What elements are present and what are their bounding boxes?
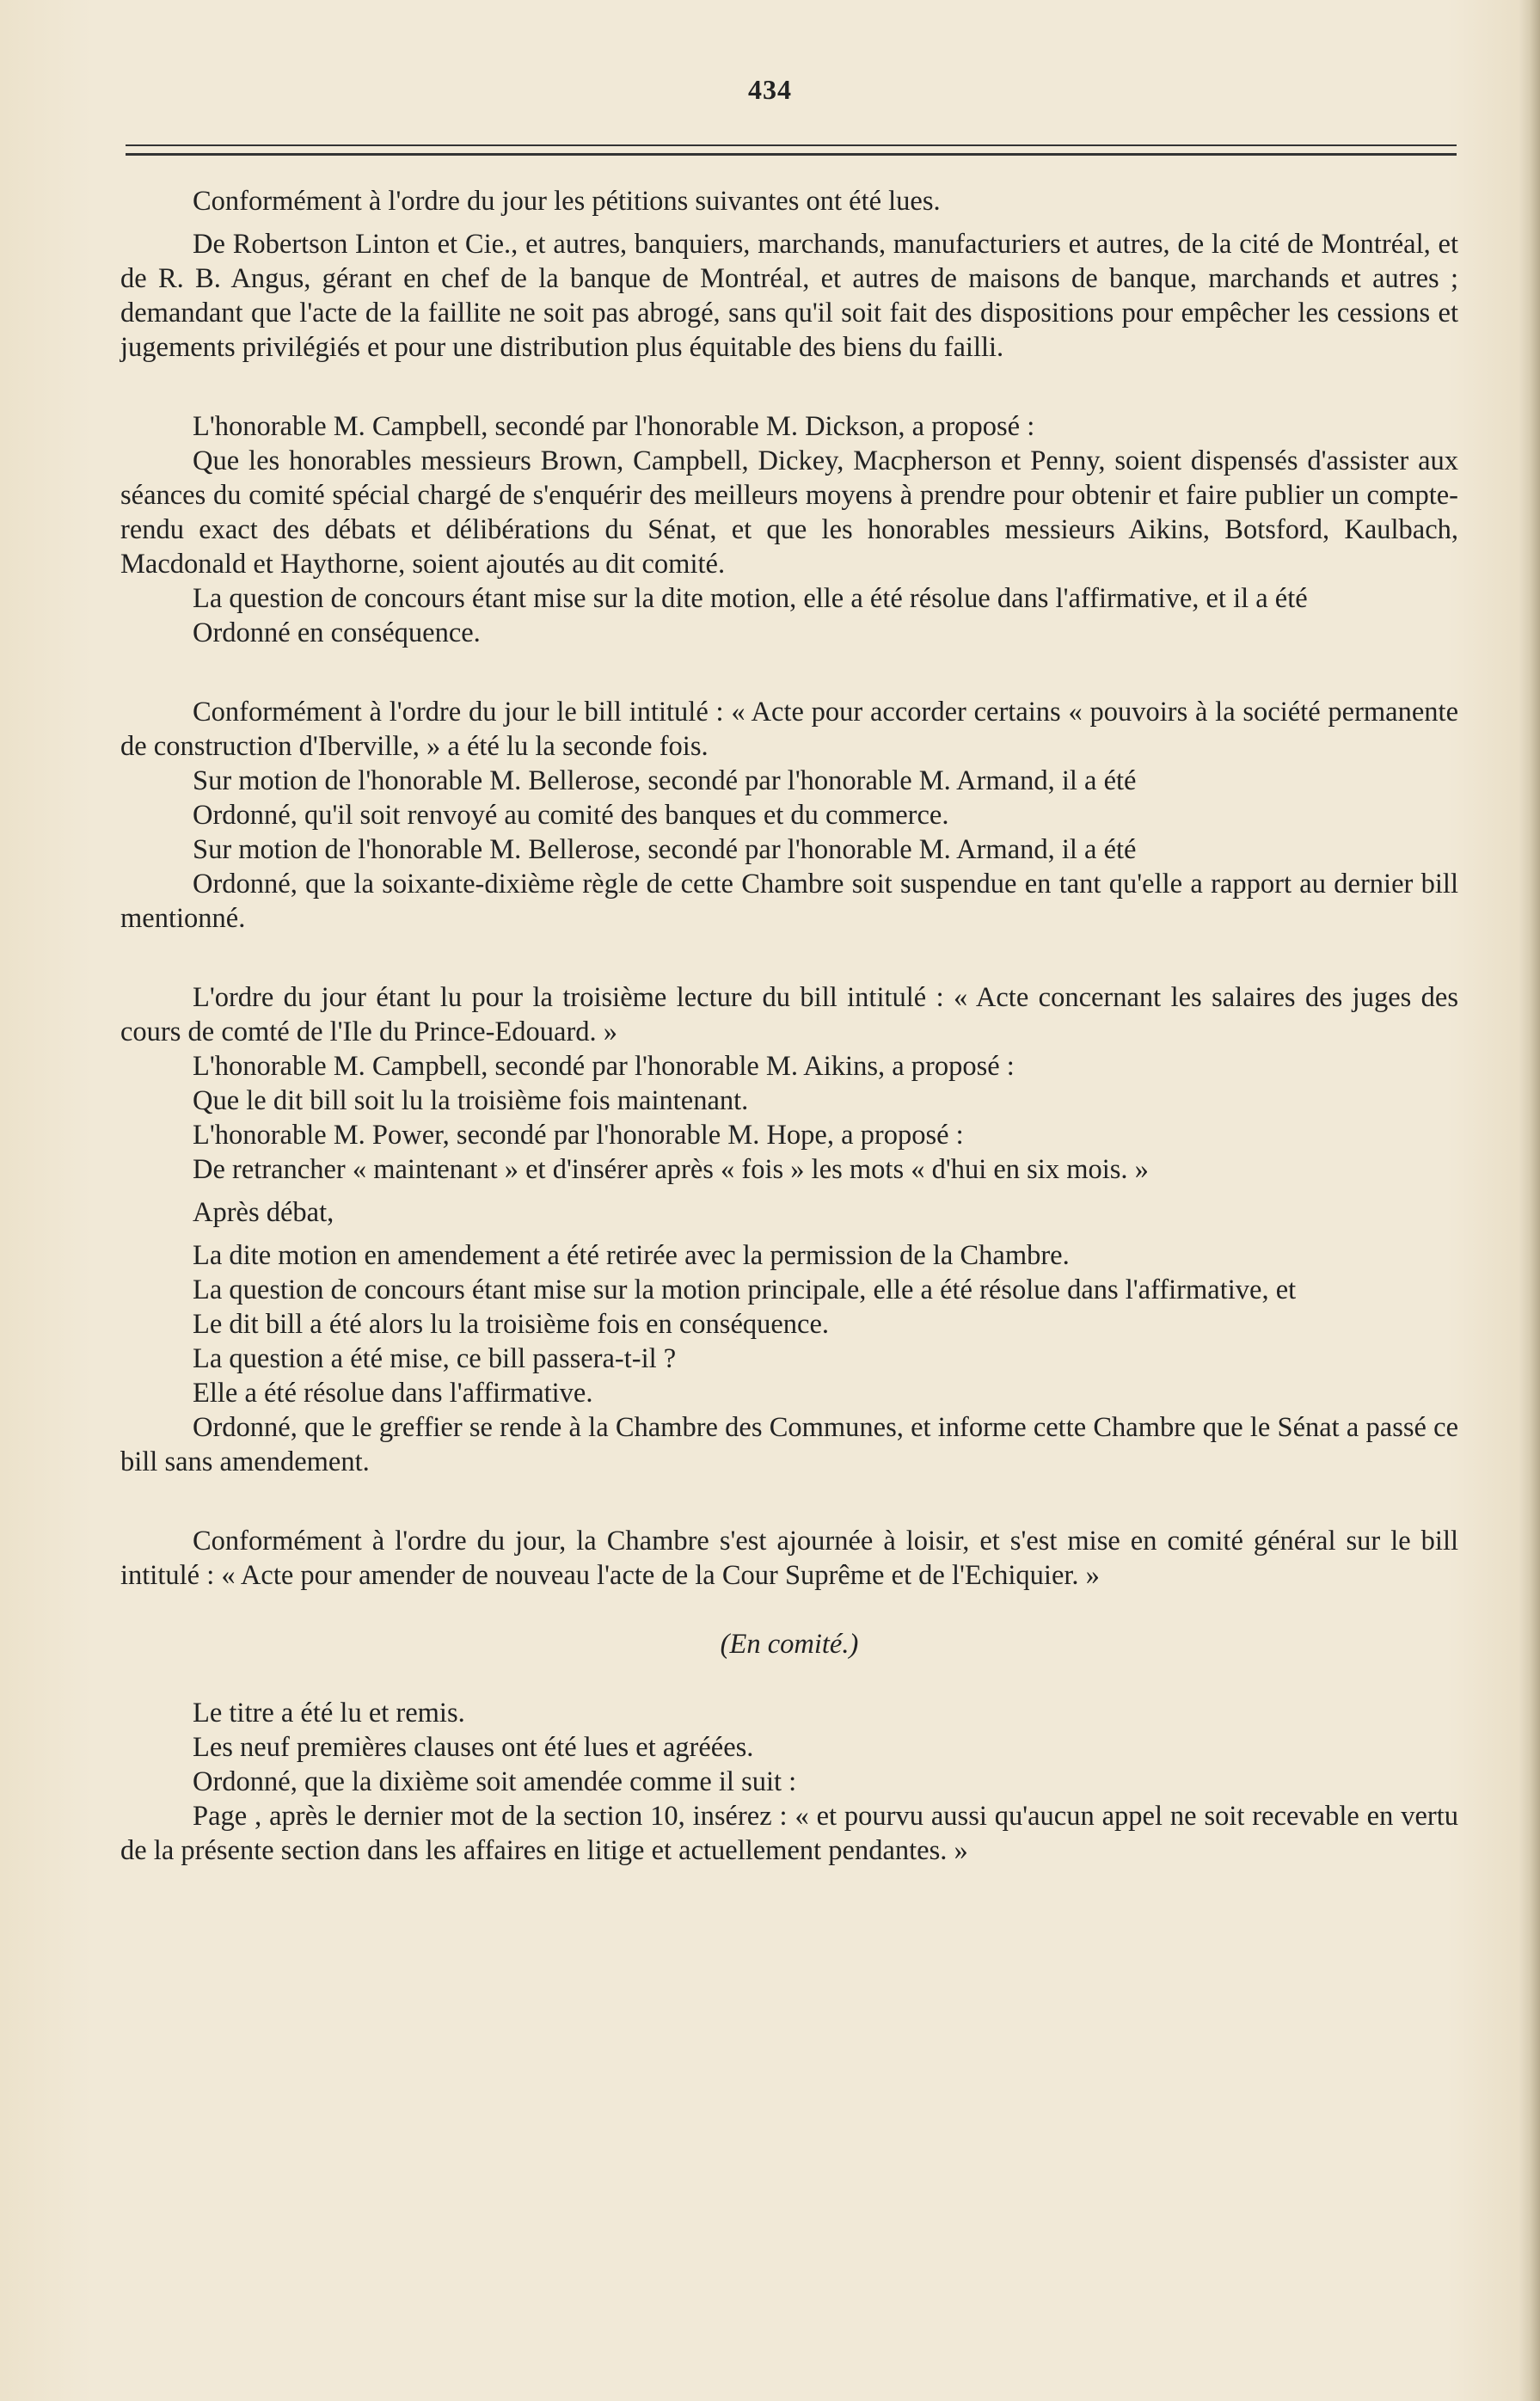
paragraph: Ordonné, qu'il soit renvoyé au comité des banques et du commerce. [193,800,949,831]
paragraph: De retrancher « maintenant » et d'insérer après « fois » les mots « d'hui en six mois. » [193,1154,1149,1185]
paragraph: Ordonné, que la soixante-dixième règle de cette Chambre soit suspendue en tant qu'elle a rapport au dernier bill mentionné. [120,869,1458,934]
page-number: 434 [748,74,792,105]
paragraph: Le titre a été lu et remis. [193,1698,465,1729]
header-rule-thick [126,153,1457,156]
paragraph: Elle a été résolue dans l'affirmative. [193,1378,593,1409]
paragraph: L'honorable M. Campbell, secondé par l'honorable M. Aikins, a proposé : [193,1051,1015,1082]
paragraph: Les neuf premières clauses ont été lues et agréées. [193,1732,754,1763]
paragraph: L'ordre du jour étant lu pour la troisième lecture du bill intitulé : « Acte concernant les salaires des juges des cours de comté de l'Ile du Prince-Edouard. » [120,982,1458,1047]
paragraph: L'honorable M. Campbell, secondé par l'honorable M. Dickson, a proposé : [193,411,1035,442]
committee-paragraphs [120,1696,1458,1868]
paragraph: La question a été mise, ce bill passera-t-il ? [193,1343,677,1374]
paragraph: Sur motion de l'honorable M. Bellerose, secondé par l'honorable M. Armand, il a été [193,765,1137,796]
paragraph: Conformément à l'ordre du jour, la Chambre s'est ajournée à loisir, et s'est mise en comité général sur le bill intitulé : « Acte pour amender de nouveau l'acte de la Cour Suprême et de l'Echiquier. » [120,1526,1458,1591]
section-heading: (En comité.) [720,1629,859,1660]
paragraph: Ordonné, que la dixième soit amendée comme il suit : [193,1766,797,1797]
paragraph: L'honorable M. Power, secondé par l'honorable M. Hope, a proposé : [193,1120,964,1151]
paragraph: Que le dit bill soit lu la troisième fois maintenant. [193,1085,749,1116]
page-edge-shadow [1519,0,1540,2401]
paragraph: Ordonné, que le greffier se rende à la Chambre des Communes, et informe cette Chambre que le Sénat a passé ce bill sans amendement. [120,1412,1458,1477]
paragraph: La dite motion en amendement a été retirée avec la permission de la Chambre. [193,1240,1070,1271]
paragraph: Ordonné en conséquence. [193,617,481,648]
paragraph: Page , après le dernier mot de la section 10, insérez : « et pourvu aussi qu'aucun appel ne soit recevable en vertu de la présente section dans les affaires en litige et actuellement pendantes. » [120,1801,1458,1866]
paragraph: La question de concours étant mise sur la motion principale, elle a été résolue dans l'affirmative, et [193,1274,1297,1305]
paragraph: La question de concours étant mise sur la dite motion, elle a été résolue dans l'affirmative, et il a été [193,583,1308,614]
proceedings-paragraphs [120,184,1458,1593]
header-rule-thin [126,144,1457,146]
paragraph: Le dit bill a été alors lu la troisième fois en conséquence. [193,1309,830,1340]
paragraph: De Robertson Linton et Cie., et autres, banquiers, marchands, manufacturiers et autres, de la cité de Montréal, et de R. B. Angus, gérant en chef de la banque de Montréal, et autres de maisons de banque, marchands et autres ; demandant que l'acte de la faillite ne soit pas abrogé, sans qu'il soit fait des dispositions pour empêcher les cessions et jugements privilégiés et pour une distribution plus équitable des biens du failli. [120,229,1458,363]
paragraph: Après débat, [193,1197,334,1228]
paragraph: Que les honorables messieurs Brown, Campbell, Dickey, Macpherson et Penny, soient dispensés d'assister aux séances du comité spécial chargé de s'enquérir des meilleurs moyens à prendre pour obtenir et faire publier un compte-rendu exact des débats et délibérations du Sénat, et que les honorables messieurs Aikins, Botsford, Kaulbach, Macdonald et Haythorne, soient ajoutés au dit comité. [120,445,1458,580]
paragraph: Conformément à l'ordre du jour les pétitions suivantes ont été lues. [193,186,941,217]
body-text [120,184,1458,1868]
paragraph: Conformément à l'ordre du jour le bill intitulé : « Acte pour accorder certains « pouvoirs à la société permanente de construction d'Iberville, » a été lu la seconde fois. [120,697,1458,762]
paragraph: Sur motion de l'honorable M. Bellerose, secondé par l'honorable M. Armand, il a été [193,834,1137,865]
